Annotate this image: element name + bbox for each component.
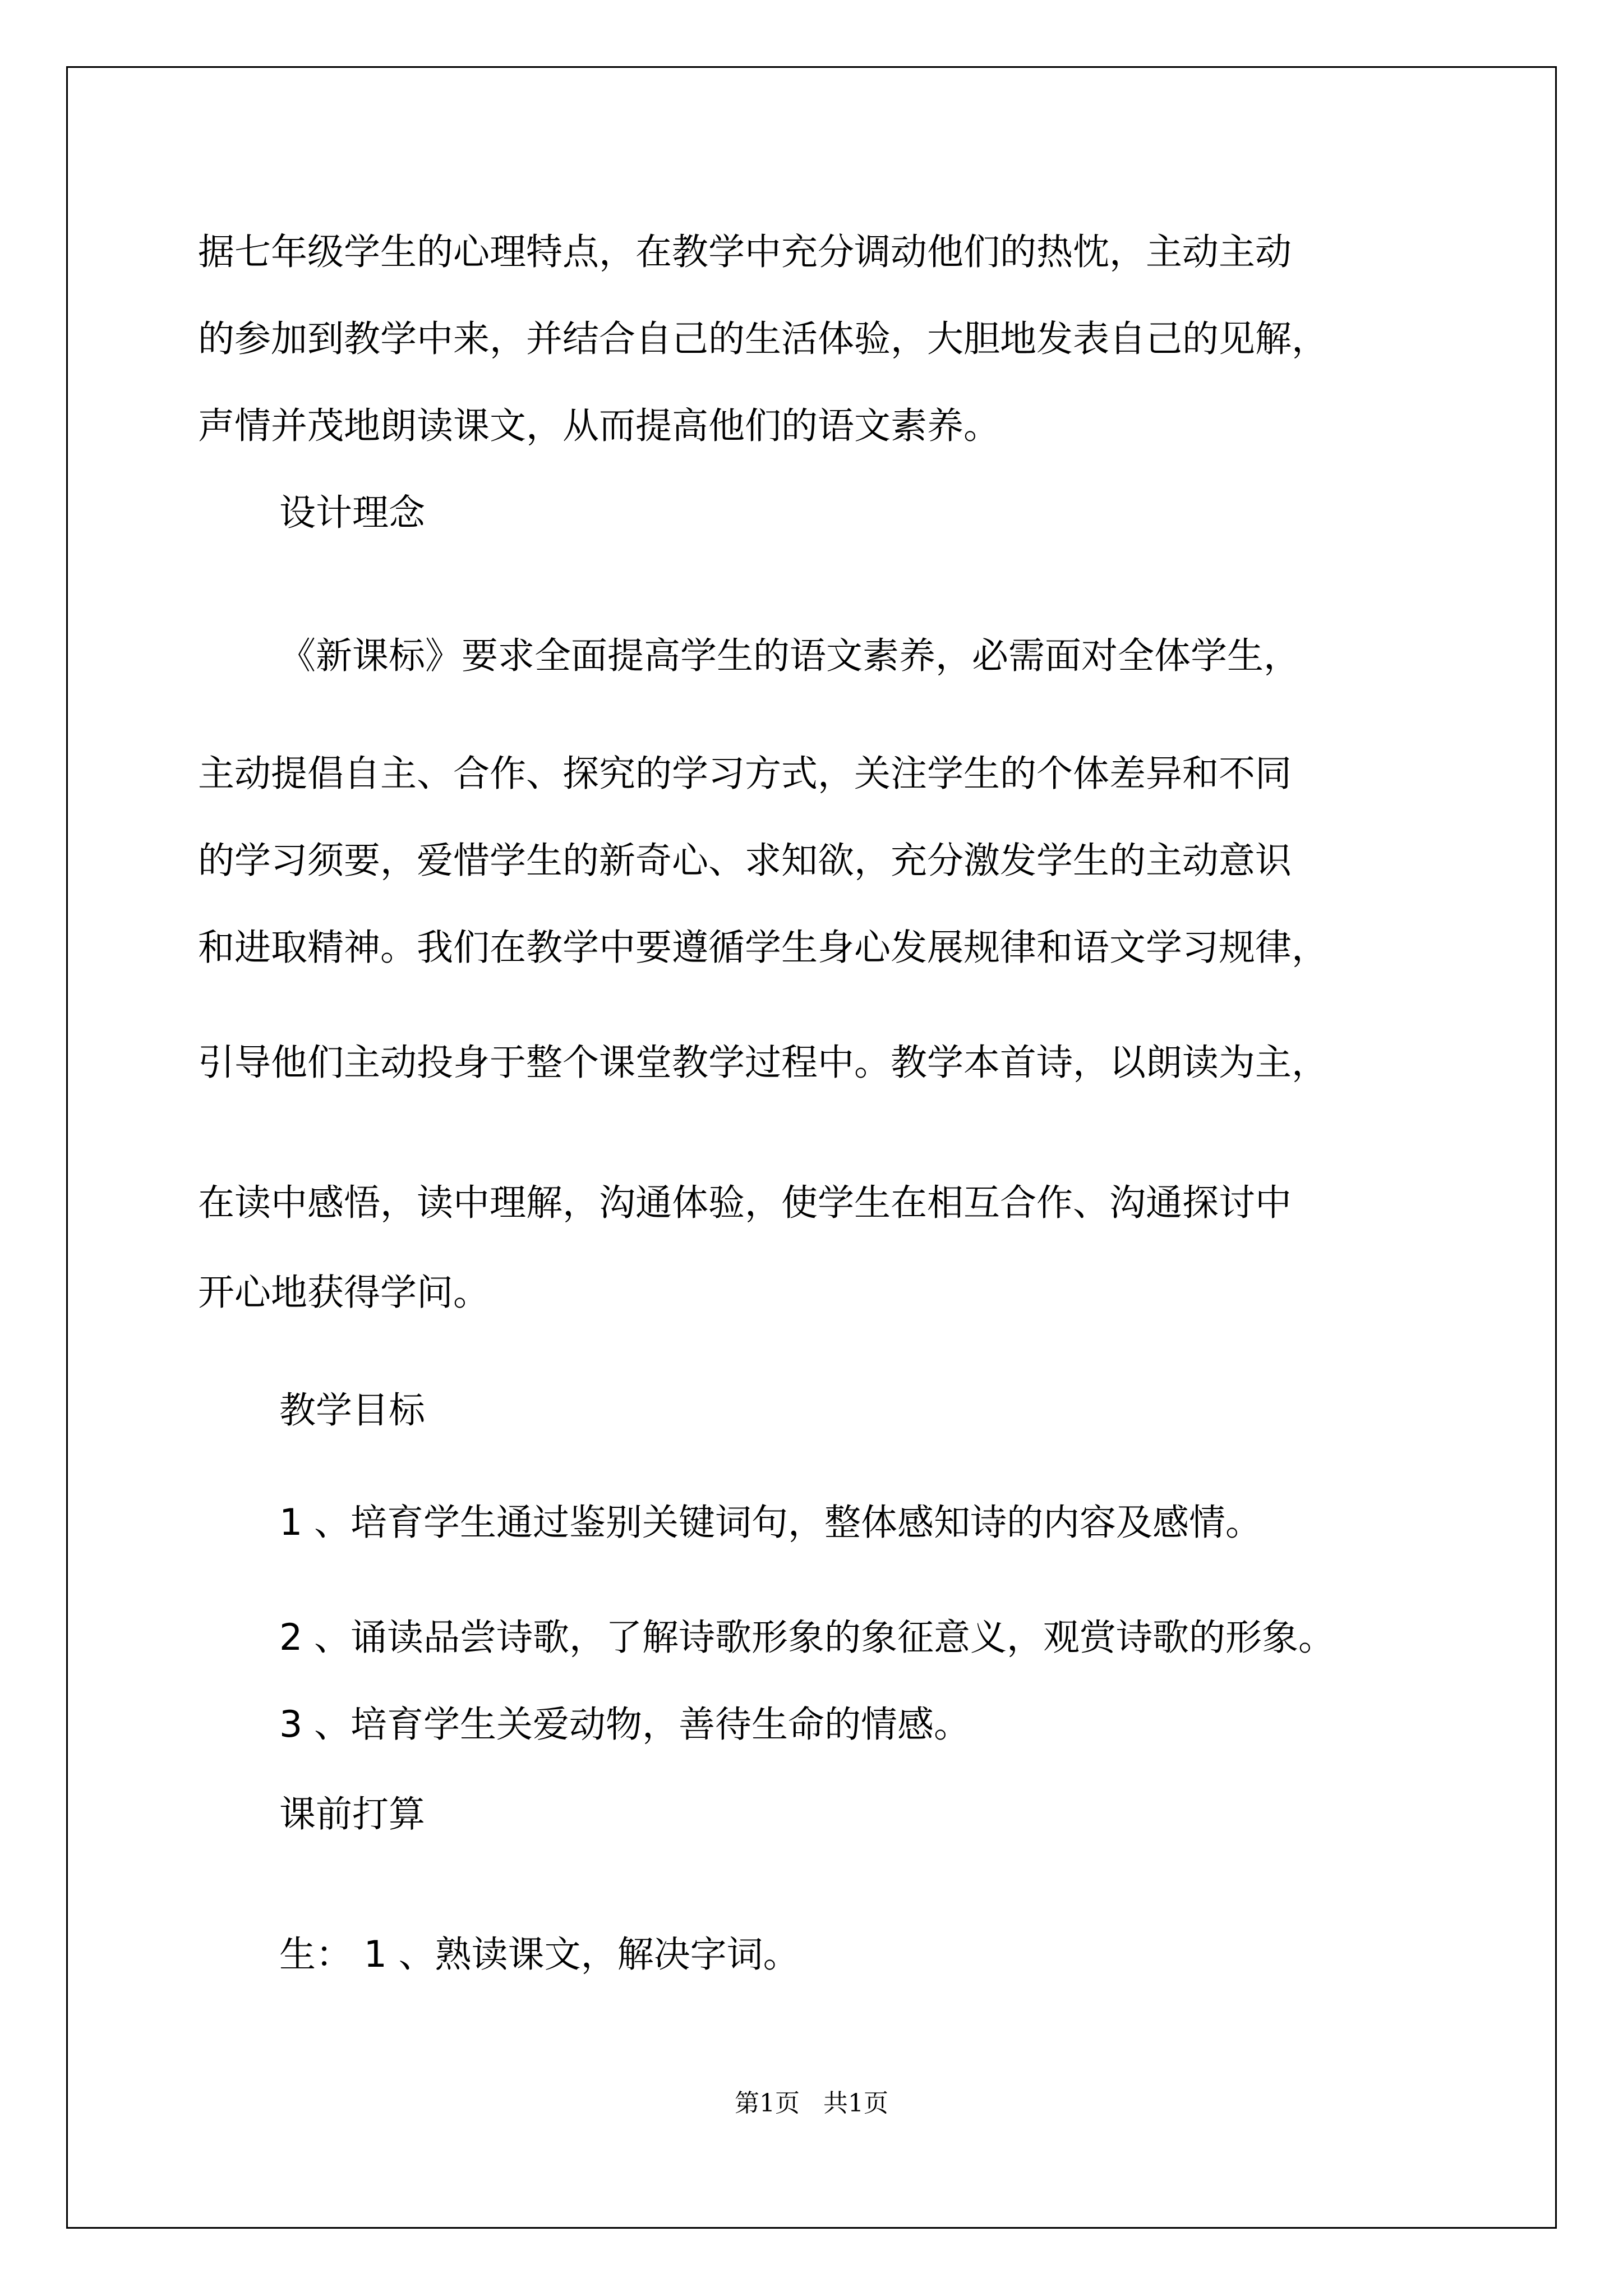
body-text-line: 主动提倡自主、合作、探究的学习方式，关注学生的个体差异和不同 [198, 753, 1292, 795]
body-text-line: 《新课标》要求全面提高学生的语文素养，必需面对全体学生， [279, 635, 1301, 677]
list-item: 1 、培育学生通过鉴别关键词句，整体感知诗的内容及感情。 [279, 1502, 1262, 1544]
body-text-line: 的学习须要，爱惜学生的新奇心、求知欲，充分激发学生的主动意识 [198, 840, 1292, 882]
body-text-line: 声情并茂地朗读课文，从而提高他们的语文素养。 [198, 405, 1000, 447]
body-text-line: 和进取精神。我们在教学中要遵循学生身心发展规律和语文学习规律， [198, 927, 1329, 969]
list-item: 2 、诵读品尝诗歌，了解诗歌形象的象征意义，观赏诗歌的形象。 [279, 1617, 1335, 1659]
body-text-line: 开心地获得学问。 [198, 1272, 490, 1314]
page-footer: 第1页 共1页 [735, 2089, 888, 2118]
section-heading: 课前打算 [279, 1793, 426, 1835]
section-heading: 教学目标 [279, 1389, 426, 1432]
body-text-line: 引导他们主动投身于整个课堂教学过程中。教学本首诗，以朗读为主， [198, 1042, 1329, 1084]
list-item: 生： 1 、熟读课文，解决字词。 [279, 1934, 800, 1976]
section-heading: 设计理念 [279, 492, 426, 534]
list-item: 3 、培育学生关爱动物，善待生命的情感。 [279, 1704, 971, 1746]
page-border [66, 66, 1557, 2229]
body-text-line: 在读中感悟，读中理解，沟通体验，使学生在相互合作、沟通探讨中 [198, 1182, 1292, 1224]
body-text-line: 据七年级学生的心理特点，在教学中充分调动他们的热忱，主动主动 [198, 231, 1292, 273]
body-text-line: 的参加到教学中来，并结合自己的生活体验，大胆地发表自己的见解， [198, 318, 1329, 360]
